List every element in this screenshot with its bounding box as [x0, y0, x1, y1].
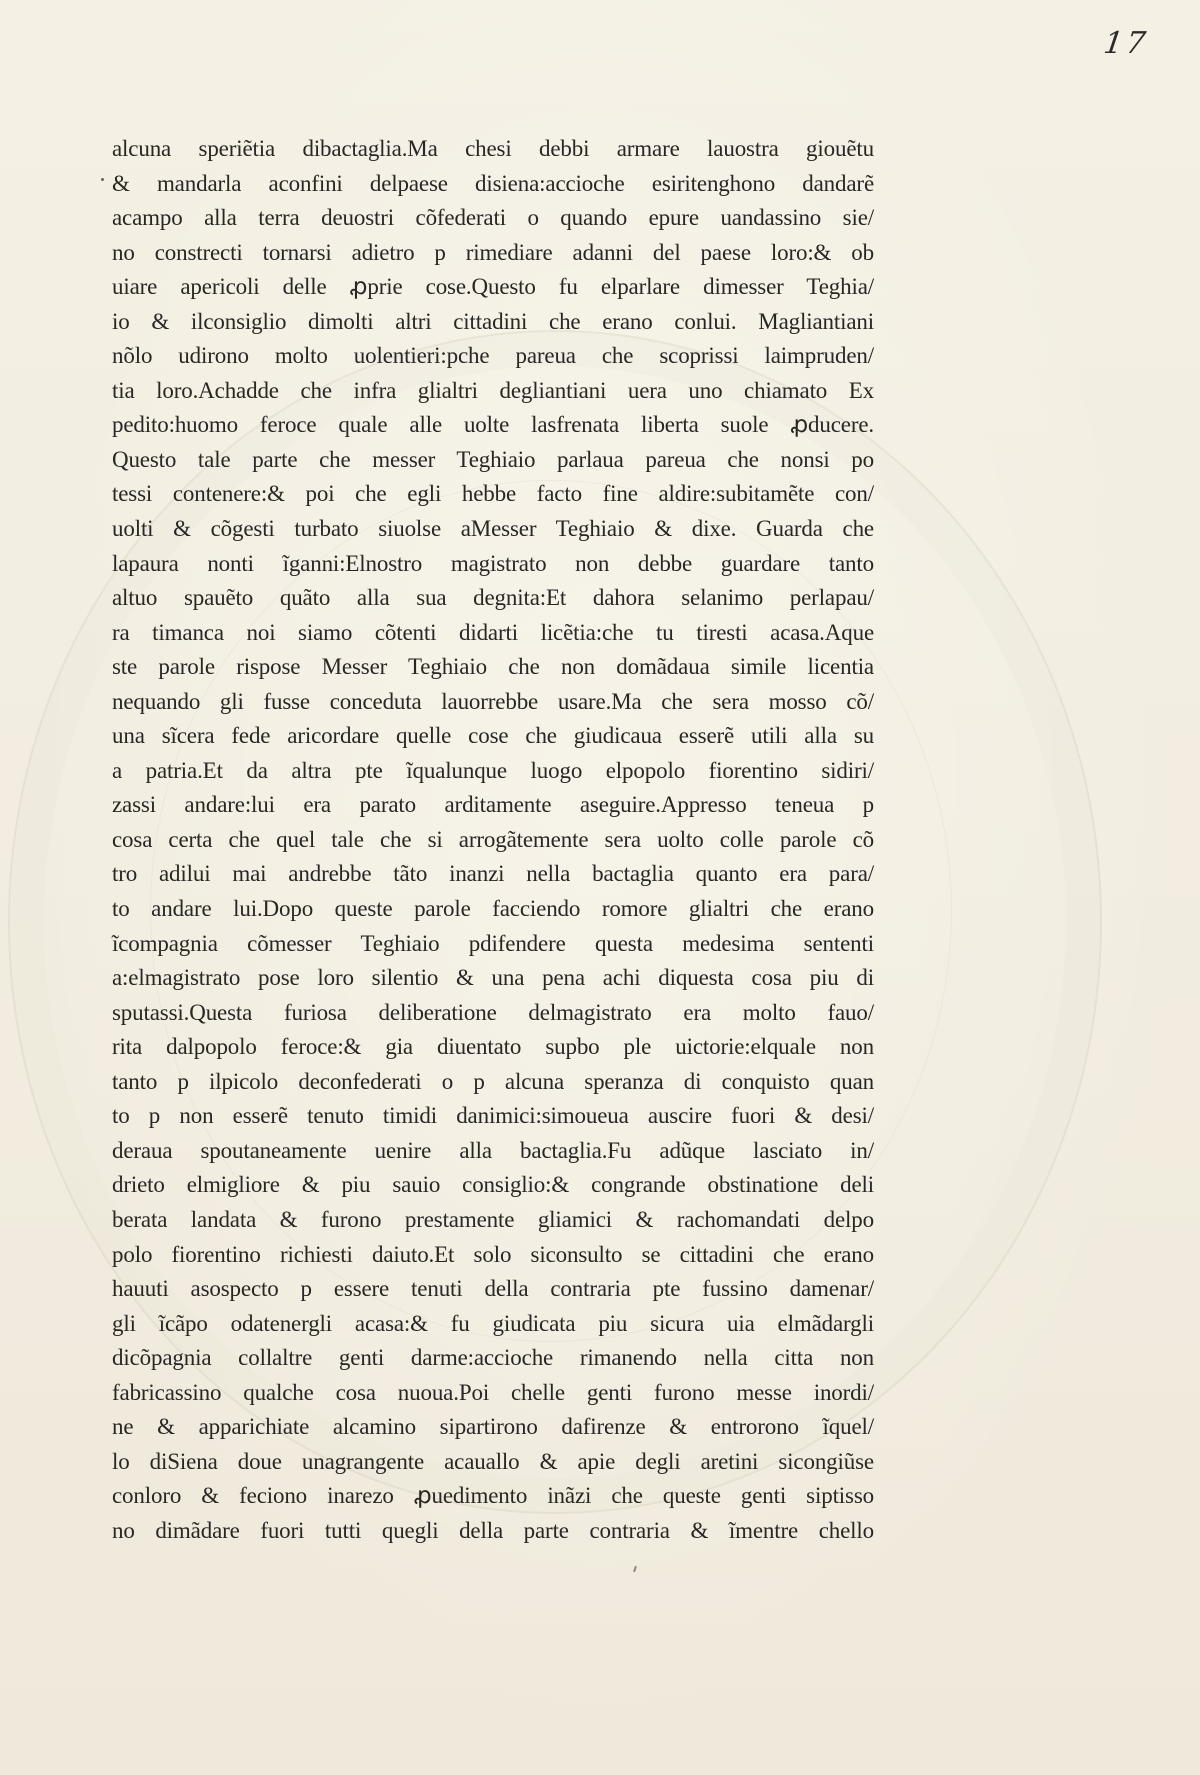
- paper-speck: [633, 1566, 637, 1572]
- folio-number: 17: [1101, 26, 1151, 61]
- text-line: acampo alla terra deuostri cõfederati o quando epure uandassino sie/: [112, 205, 874, 231]
- text-line: a:elmagistrato pose loro silentio & una pena achi diquesta cosa piu di: [112, 965, 874, 991]
- text-line: dicõpagnia collaltre genti darme:accioche rimanendo nella citta non: [112, 1345, 874, 1371]
- text-line: deraua spoutaneamente uenire alla bactaglia.Fu adũque lasciato in/: [112, 1137, 874, 1163]
- text-block: [112, 132, 874, 1548]
- text-line: io & ilconsiglio dimolti altri cittadini che erano conlui. Magliantiani: [112, 308, 874, 334]
- text-line: berata landata & furono prestamente gliamici & rachomandati delpo: [112, 1206, 874, 1232]
- text-line: a patria.Et da altra pte ĩqualunque luogo elpopolo fiorentino sidiri/: [112, 757, 874, 783]
- text-line: zassi andare:lui era parato arditamente aseguire.Appresso teneua p: [112, 792, 874, 818]
- text-line: fabricassino qualche cosa nuoua.Poi chelle genti furono messe inordi/: [112, 1379, 874, 1405]
- text-line: tia loro.Achadde che infra glialtri degliantiani uera uno chiamato Ex: [112, 377, 874, 403]
- text-line: conloro & feciono inarezo ꝓuedimento inãzi che queste genti siptisso: [112, 1483, 874, 1509]
- text-line: uolti & cõgesti turbato siuolse aMesser Teghiaio & dixe. Guarda che: [112, 516, 874, 542]
- text-line: tro adilui mai andrebbe tãto inanzi nella bactaglia quanto era para/: [112, 861, 874, 887]
- text-line: ste parole rispose Messer Teghiaio che non domãdaua simile licentia: [112, 654, 874, 680]
- margin-mark: [101, 178, 104, 181]
- text-line: ĩcompagnia cõmesser Teghiaio pdifendere questa medesima sententi: [112, 930, 874, 956]
- text-line: lo diSiena doue unagrangente acauallo & apie degli aretini sicongiũse: [112, 1448, 874, 1474]
- text-line: cosa certa che quel tale che si arrogãtemente sera uolto colle parole cõ: [112, 826, 874, 852]
- text-line: drieto elmigliore & piu sauio consiglio:& congrande obstinatione deli: [112, 1172, 874, 1198]
- text-line: ra timanca noi siamo cõtenti didarti licẽtia:che tu tiresti acasa.Aque: [112, 619, 874, 645]
- text-line: pedito:huomo feroce quale alle uolte lasfrenata liberta suole ꝓducere.: [112, 412, 874, 438]
- text-line: nequando gli fusse conceduta lauorrebbe usare.Ma che sera mosso cõ/: [112, 688, 874, 714]
- text-line: no dimãdare fuori tutti quegli della parte contraria & ĩmentre chello: [112, 1517, 874, 1543]
- text-line: tanto p ilpicolo deconfederati o p alcuna speranza di conquisto quan: [112, 1068, 874, 1094]
- text-line: polo fiorentino richiesti daiuto.Et solo siconsulto se cittadini che erano: [112, 1241, 874, 1267]
- text-line: to p non esserẽ tenuto timidi danimici:simoueua auscire fuori & desi/: [112, 1103, 874, 1129]
- text-line: lapaura nonti ĩganni:Elnostro magistrato non debbe guardare tanto: [112, 550, 874, 576]
- text-line: tessi contenere:& poi che egli hebbe facto fine aldire:subitamẽte con/: [112, 481, 874, 507]
- text-line: sputassi.Questa furiosa deliberatione delmagistrato era molto fauo/: [112, 999, 874, 1025]
- text-line: nõlo udirono molto uolentieri:pche pareua che scoprissi laimpruden/: [112, 343, 874, 369]
- text-line: & mandarla aconfini delpaese disiena:accioche esiritenghono dandarẽ: [112, 170, 874, 196]
- text-line: alcuna speriẽtia dibactaglia.Ma chesi debbi armare lauostra giouẽtu: [112, 136, 874, 161]
- text-line: hauuti asospecto p essere tenuti della contraria pte fussino damenar/: [112, 1276, 874, 1302]
- text-line: to andare lui.Dopo queste parole facciendo romore glialtri che erano: [112, 896, 874, 922]
- text-line: una sĩcera fede aricordare quelle cose che giudicaua esserẽ utili alla su: [112, 723, 874, 749]
- text-line: altuo spauẽto quãto alla sua degnita:Et dahora selanimo perlapau/: [112, 585, 874, 611]
- text-line: gli ĩcãpo odatenergli acasa:& fu giudicata piu sicura uia elmãdargli: [112, 1310, 874, 1336]
- text-line: Questo tale parte che messer Teghiaio parlaua pareua che nonsi po: [112, 446, 874, 472]
- text-line: uiare apericoli delle ꝓprie cose.Questo fu elparlare dimesser Teghia/: [112, 274, 874, 300]
- text-line: rita dalpopolo feroce:& gia diuentato supbo ple uictorie:elquale non: [112, 1034, 874, 1060]
- text-line: no constrecti tornarsi adietro p rimediare adanni del paese loro:& ob: [112, 239, 874, 265]
- text-line: ne & apparichiate alcamino sipartirono dafirenze & entrorono ĩquel/: [112, 1414, 874, 1440]
